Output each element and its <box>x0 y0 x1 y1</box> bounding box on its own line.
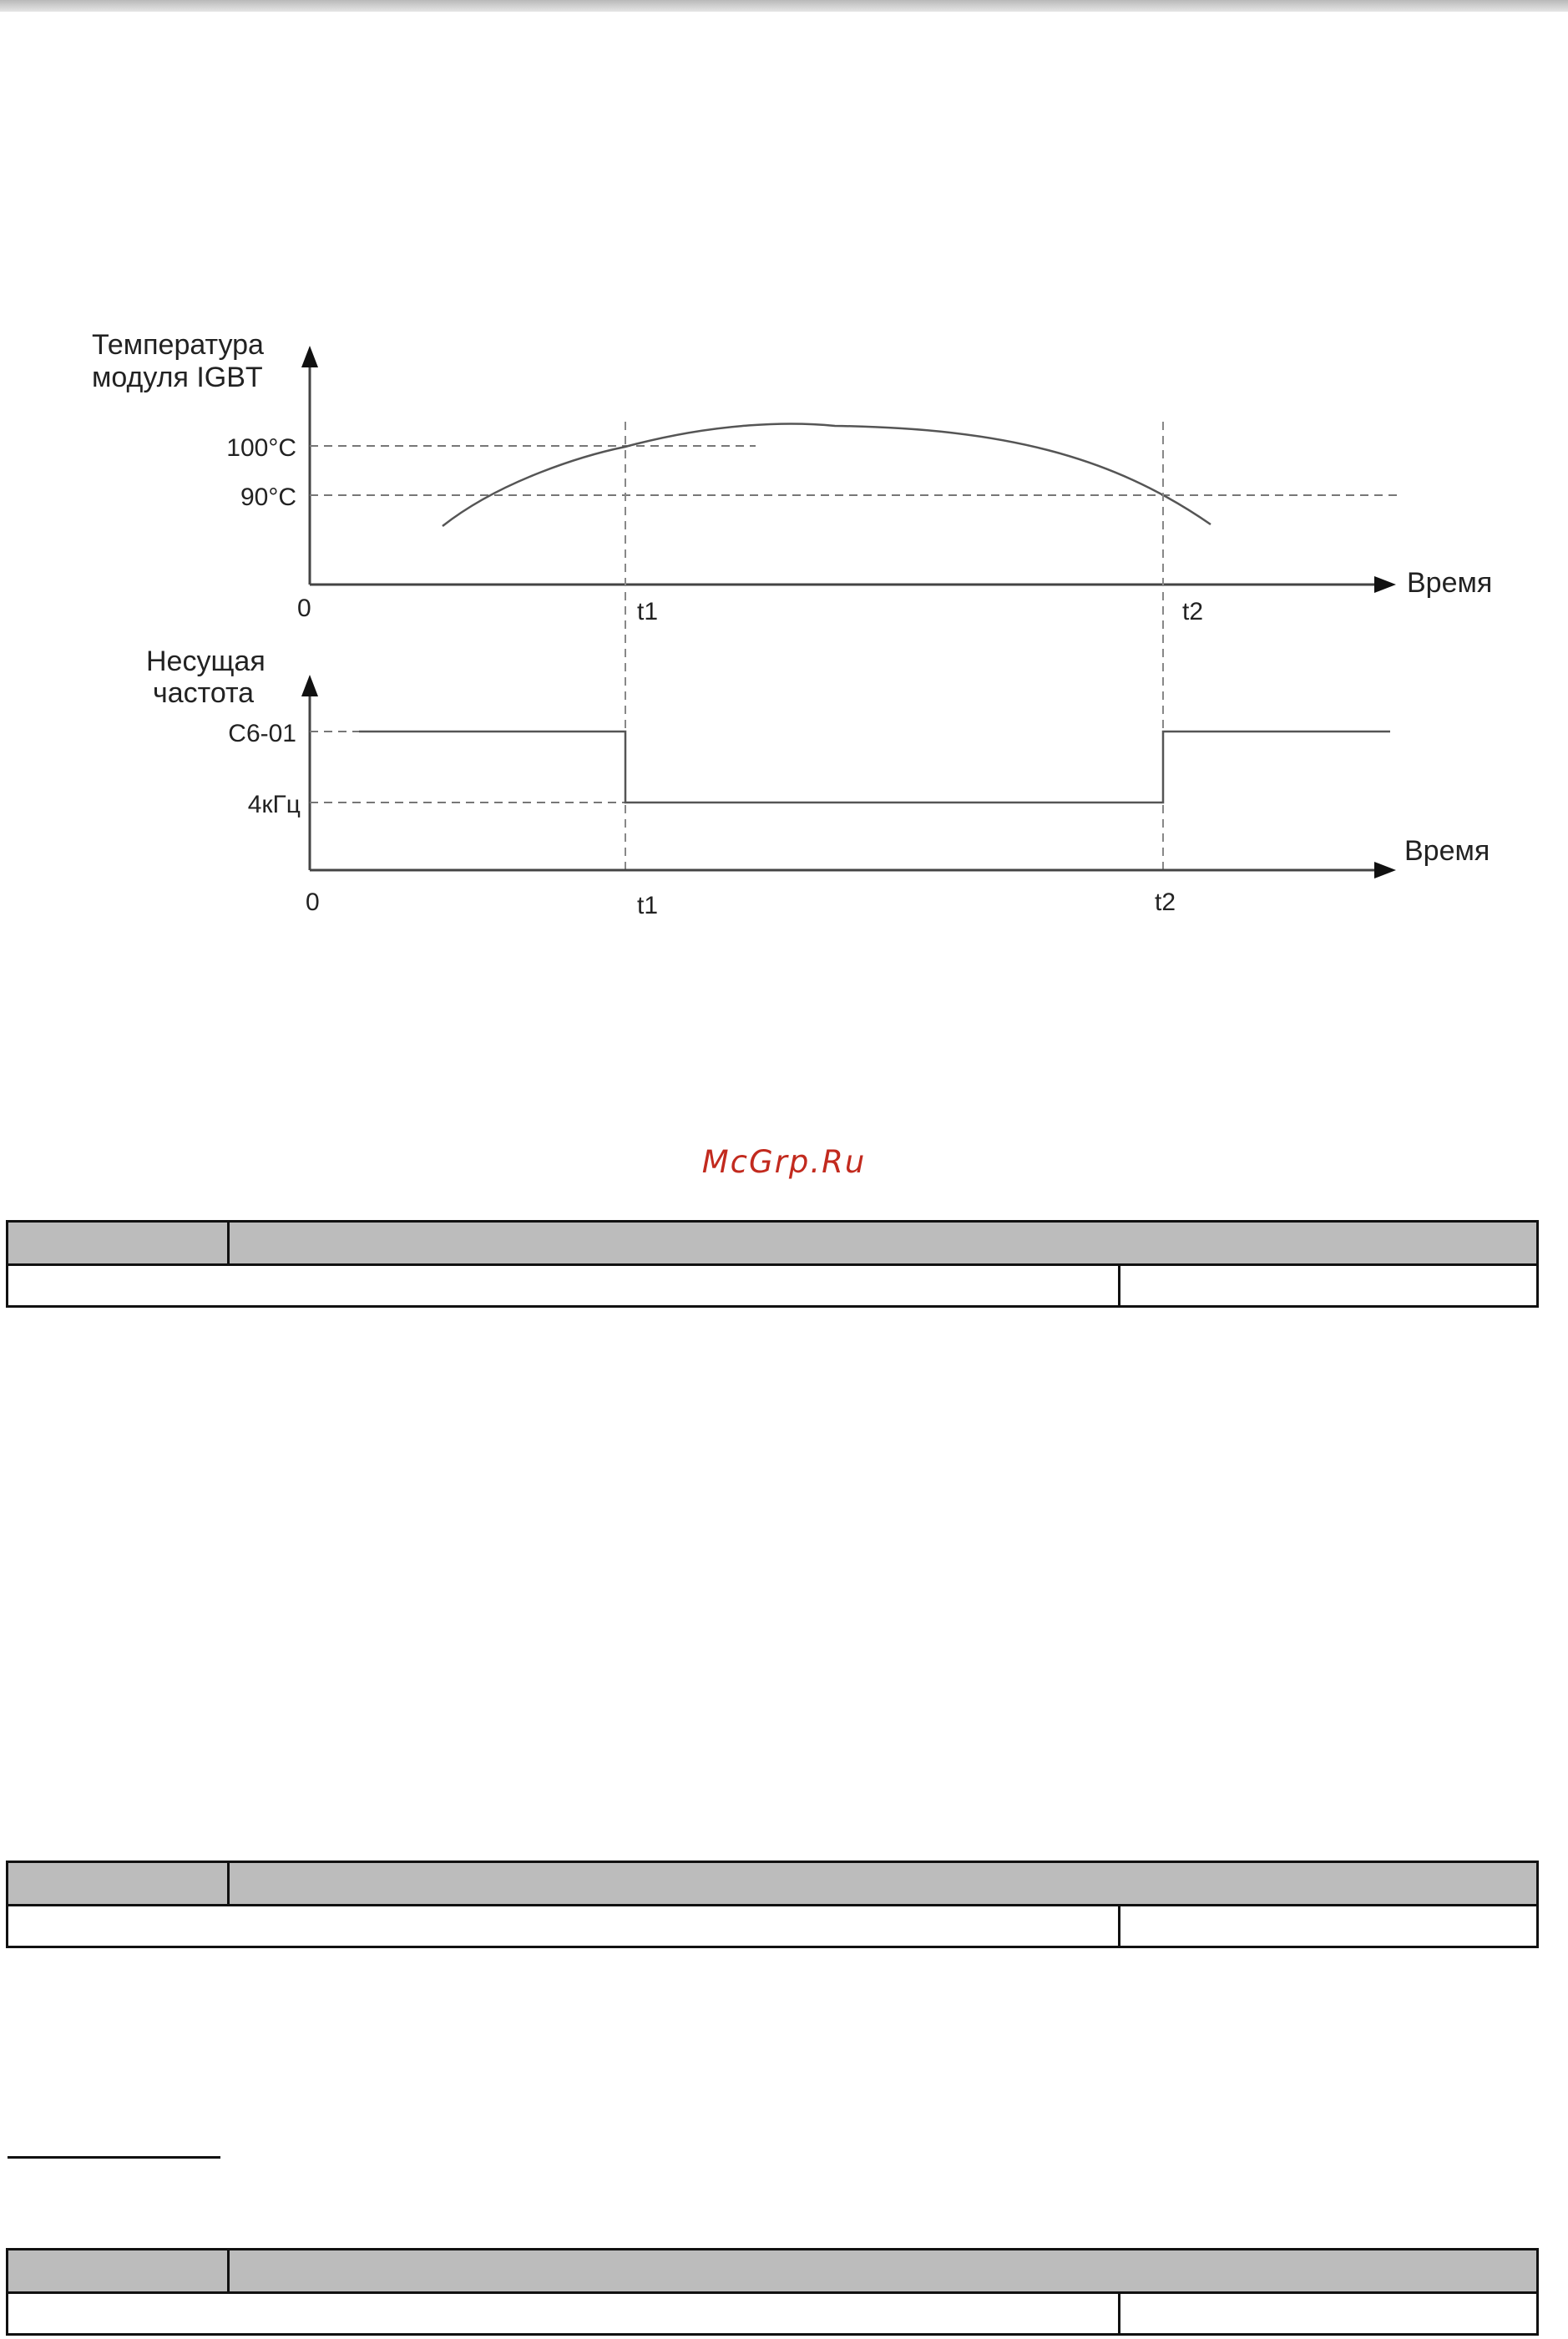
temperature-axis-arrow-icon <box>301 346 318 367</box>
parameter-table-value-row <box>8 1265 1538 1307</box>
parameter-table-1 <box>6 1220 1539 1308</box>
t2-label-top: t2 <box>1182 598 1204 625</box>
parameter-table-header-row <box>8 1222 1538 1265</box>
temp-level-100: 100°C <box>226 434 296 462</box>
watermark: McGrp.Ru <box>701 1144 867 1180</box>
carrier-frequency-trace <box>359 732 1390 802</box>
igbt-temperature-curve <box>443 424 1211 526</box>
carrier-axis-label-line2: частота <box>153 677 255 709</box>
t1-label-top: t1 <box>637 598 659 625</box>
temperature-axis-label-line2: модуля IGBT <box>92 362 263 393</box>
parameter-default-cell <box>1120 1906 1538 1947</box>
temp-level-90: 90°C <box>240 483 296 511</box>
t2-label-bottom: t2 <box>1155 889 1176 916</box>
parameter-name-cell <box>229 1862 1538 1906</box>
temperature-axis-label-line1: Температура <box>92 329 264 361</box>
section-underline <box>8 2156 220 2159</box>
time-axis-bottom-arrow-icon <box>1374 862 1396 878</box>
parameter-default-cell <box>1120 2293 1538 2335</box>
carrier-level-c6-01: C6-01 <box>228 720 296 747</box>
parameter-range-cell <box>8 2293 1120 2335</box>
parameter-table-3 <box>6 2248 1539 2336</box>
parameter-table-value-row <box>8 1906 1538 1947</box>
carrier-axis-label-line1: Несущая <box>146 646 266 677</box>
parameter-name-cell <box>229 2250 1538 2293</box>
carrier-axis-arrow-icon <box>301 675 318 696</box>
time-axis-label-bottom: Время <box>1404 835 1490 867</box>
parameter-range-cell <box>8 1906 1120 1947</box>
parameter-table-2 <box>6 1861 1539 1948</box>
time-axis-top-arrow-icon <box>1374 576 1396 593</box>
parameter-code-cell <box>8 1862 229 1906</box>
origin-label-bottom: 0 <box>306 889 320 916</box>
parameter-table-header-row <box>8 2250 1538 2293</box>
igbt-temperature-carrier-diagram <box>0 0 1568 1002</box>
parameter-name-cell <box>229 1222 1538 1265</box>
t1-label-bottom: t1 <box>637 892 659 919</box>
time-axis-label-top: Время <box>1407 567 1493 599</box>
parameter-code-cell <box>8 2250 229 2293</box>
parameter-table-value-row <box>8 2293 1538 2335</box>
carrier-level-4khz: 4кГц <box>247 791 301 818</box>
parameter-default-cell <box>1120 1265 1538 1307</box>
parameter-range-cell <box>8 1265 1120 1307</box>
parameter-code-cell <box>8 1222 229 1265</box>
parameter-table-header-row <box>8 1862 1538 1906</box>
origin-label-top: 0 <box>297 595 311 622</box>
